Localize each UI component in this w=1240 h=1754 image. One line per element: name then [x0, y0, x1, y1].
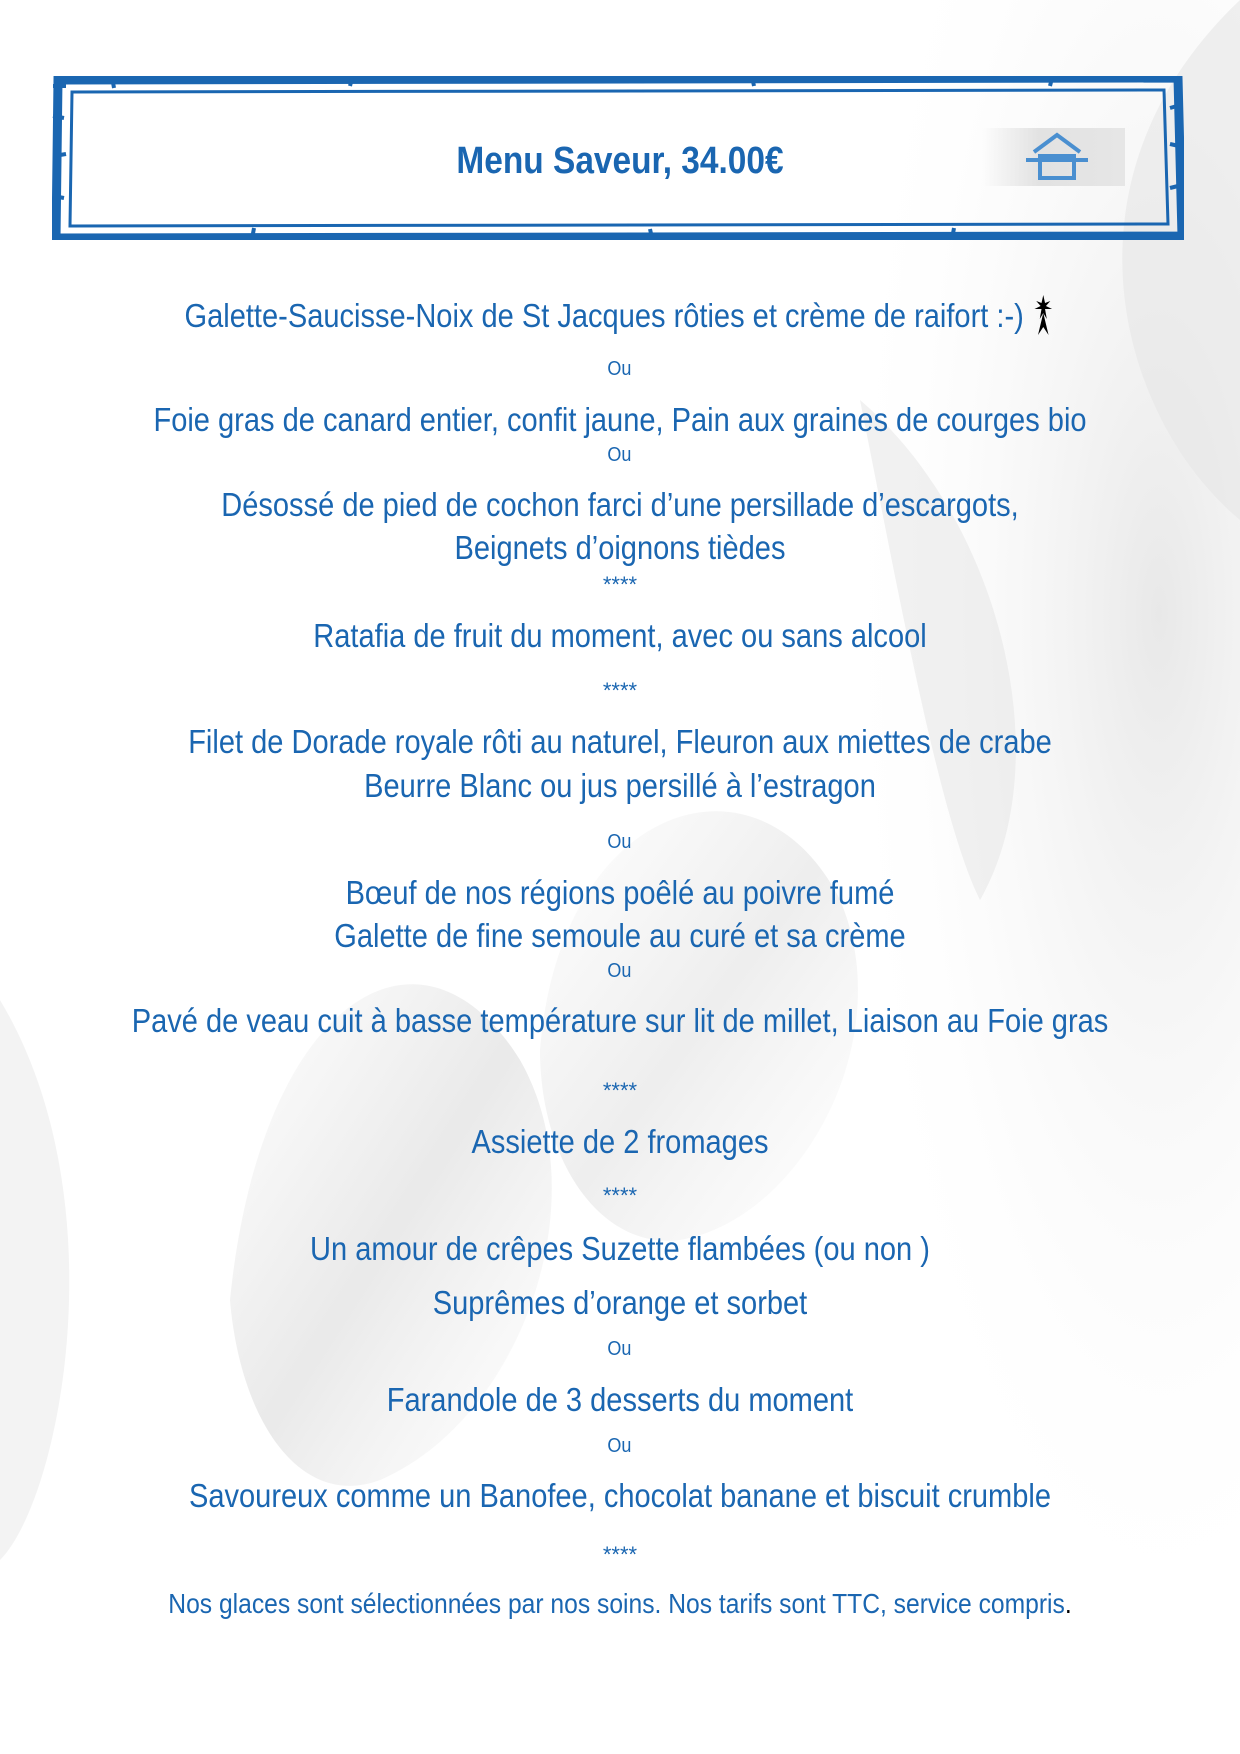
- separator-1: ****: [602, 572, 638, 597]
- menu-line-23: Farandole de 3 desserts du moment: [386, 1381, 854, 1418]
- menu-line-14: Galette de fine semoule au curé et sa crème: [334, 917, 906, 954]
- separator-3: ****: [602, 1078, 638, 1103]
- menu-line-12: Ou: [607, 831, 632, 853]
- footer-note: [74, 1588, 1165, 1620]
- menu-line-18: Assiette de 2 fromages: [471, 1123, 769, 1160]
- menu-line-6: Beignets d’oignons tièdes: [454, 529, 786, 566]
- menu-line-10: Filet de Dorade royale rôti au naturel, Fleuron aux miettes de crabe: [188, 723, 1052, 760]
- separator-2: ****: [602, 678, 638, 703]
- menu-line-24: Ou: [607, 1435, 632, 1457]
- menu-line-4: Ou: [607, 444, 632, 466]
- menu-title: Menu Saveur, 34.00€: [456, 140, 784, 182]
- separator-5: ****: [602, 1542, 638, 1567]
- menu-line-13: Bœuf de nos régions poêlé au poivre fumé: [345, 874, 895, 911]
- menu-line-1: [74, 293, 1165, 337]
- menu-line-2: Ou: [607, 358, 632, 380]
- menu-line-21: Suprêmes d’orange et sorbet: [432, 1284, 808, 1321]
- menu-line-25: Savoureux comme un Banofee, chocolat banane et biscuit crumble: [188, 1477, 1052, 1514]
- menu-line-22: Ou: [607, 1338, 632, 1360]
- breton-ermine-icon: [1031, 293, 1056, 337]
- menu-line-11: Beurre Blanc ou jus persillé à l’estragon: [364, 767, 876, 804]
- menu-line-3: Foie gras de canard entier, confit jaune, Pain aux graines de courges bio: [153, 401, 1087, 438]
- footer-period: .: [1064, 1588, 1072, 1619]
- menu-line-5: Désossé de pied de cochon farci d’une persillade d’escargots,: [221, 486, 1019, 523]
- menu-line-15: Ou: [607, 960, 632, 982]
- footer-text: Nos glaces sont sélectionnées par nos soins. Nos tarifs sont TTC, service compris: [168, 1588, 1065, 1619]
- menu-line-1-text: Galette-Saucisse-Noix de St Jacques rôties et crème de raifort :-): [184, 297, 1024, 334]
- house-logo-icon: [1024, 130, 1090, 182]
- menu-line-16: Pavé de veau cuit à basse température sur lit de millet, Liaison au Foie gras: [131, 1002, 1109, 1039]
- menu-line-8: Ratafia de fruit du moment, avec ou sans alcool: [313, 617, 927, 654]
- separator-4: ****: [602, 1183, 638, 1208]
- menu-line-20: Un amour de crêpes Suzette flambées (ou non ): [310, 1230, 930, 1267]
